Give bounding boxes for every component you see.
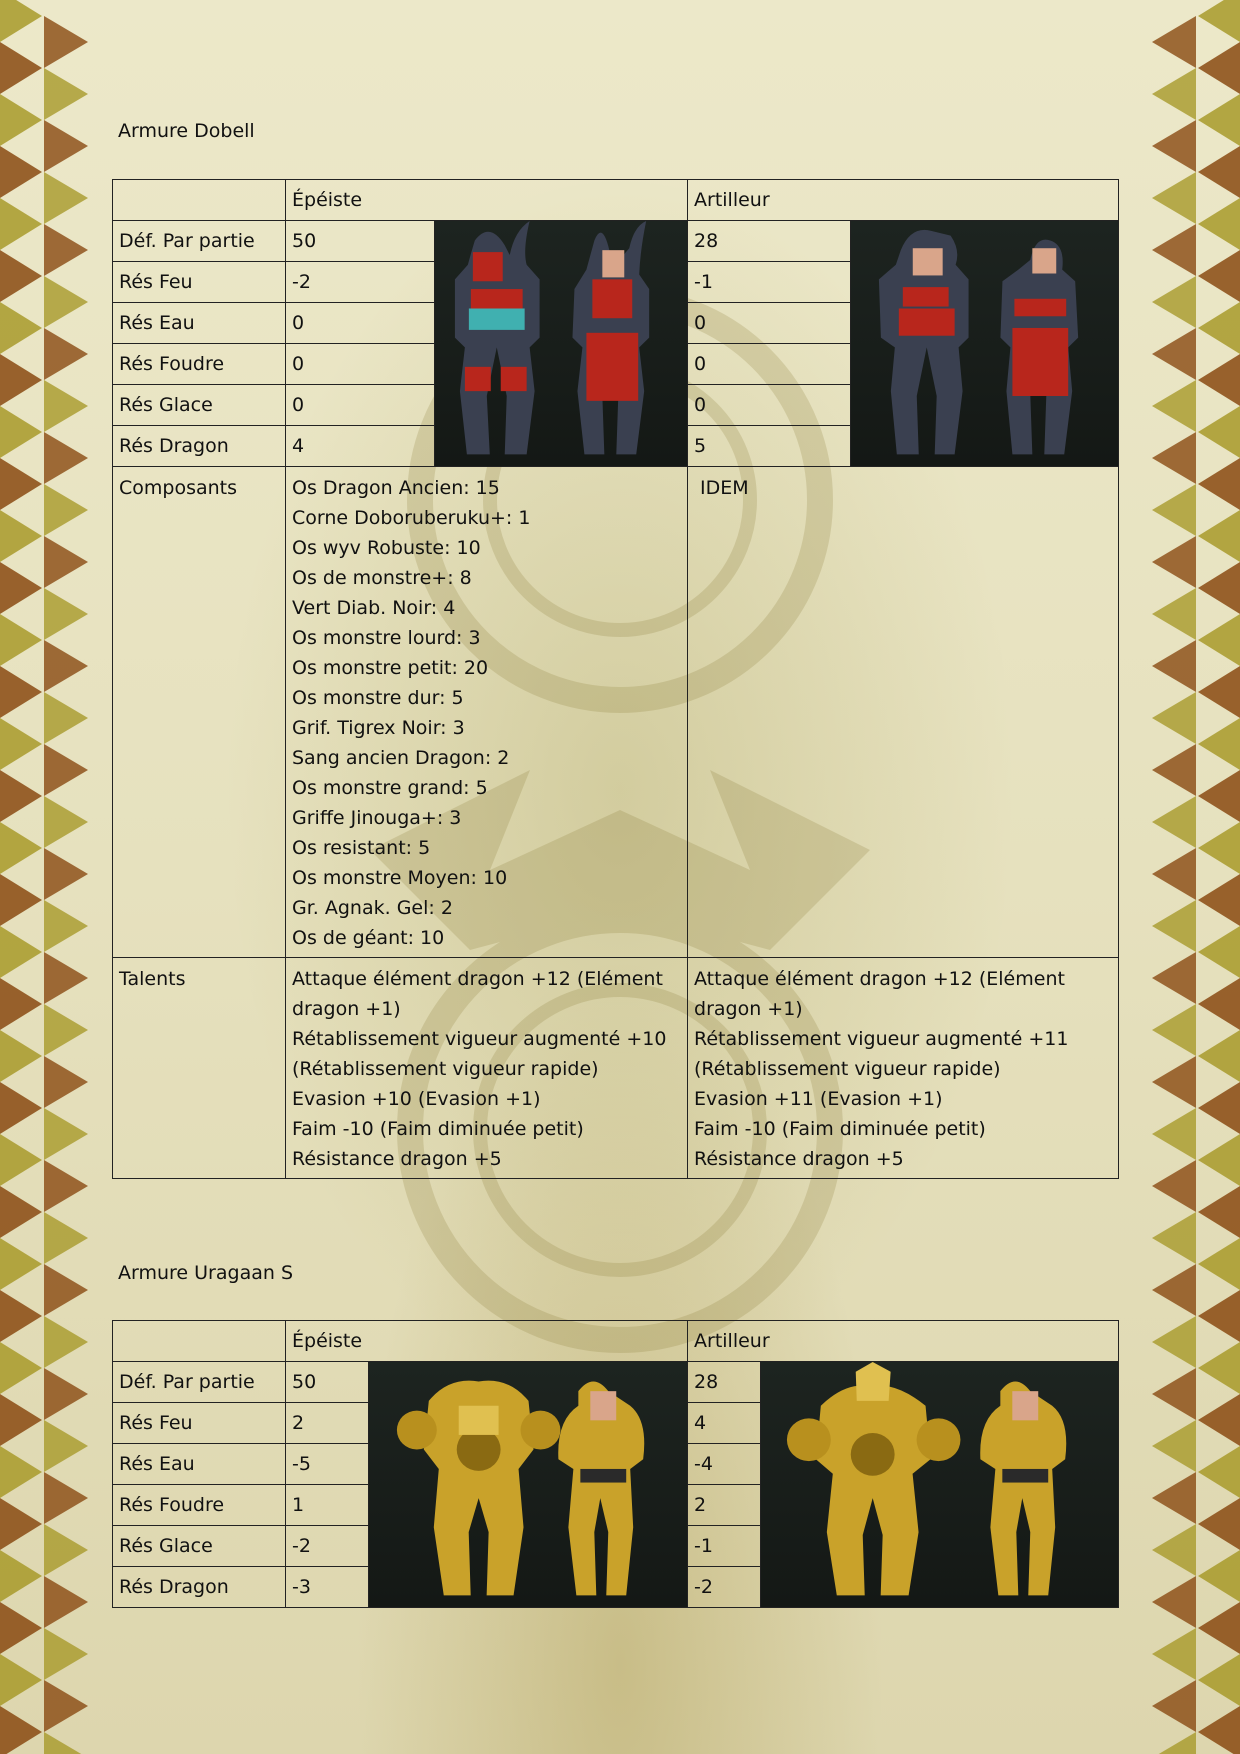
border-triangle [1198, 1082, 1240, 1134]
border-triangle [1198, 302, 1240, 354]
border-triangle [44, 432, 88, 484]
stat-artilleur-value: 0 [688, 385, 851, 426]
border-triangle [0, 1186, 42, 1238]
section-title-dobell: Armure Dobell [118, 120, 255, 142]
table-row [113, 221, 1119, 262]
stat-epeiste-value: -2 [286, 1526, 369, 1567]
border-triangle [1152, 1160, 1196, 1212]
list-item: Résistance dragon +5 [292, 1148, 502, 1170]
stat-artilleur-value: 4 [688, 1403, 761, 1444]
stat-epeiste-value: -5 [286, 1444, 369, 1485]
border-triangle [0, 874, 42, 926]
stat-epeiste-value: 4 [286, 426, 435, 467]
border-triangle [1198, 1550, 1240, 1602]
stat-label: Rés Dragon [113, 1567, 286, 1608]
list-item: Faim -10 (Faim diminuée petit) [292, 1118, 584, 1140]
stat-artilleur-value: 2 [688, 1485, 761, 1526]
border-triangle [1152, 276, 1196, 328]
border-triangle [0, 978, 42, 1030]
border-triangle [0, 562, 42, 614]
armor-figure-back [1000, 240, 1078, 455]
border-triangle [1198, 926, 1240, 978]
border-triangle [1198, 666, 1240, 718]
stat-epeiste-value: -3 [286, 1567, 369, 1608]
border-triangle [1152, 1420, 1196, 1472]
border-triangle [44, 120, 88, 172]
stat-epeiste-value: 2 [286, 1403, 369, 1444]
uragaan-epeiste-image [369, 1362, 688, 1608]
border-triangle [1152, 744, 1196, 796]
armor-figure-front [787, 1362, 961, 1595]
border-triangle [1152, 848, 1196, 900]
border-triangle [1198, 1342, 1240, 1394]
stat-artilleur-value: -1 [688, 1526, 761, 1567]
list-item: Attaque élément dragon +12 (Elément dragon +1) [694, 968, 1065, 1020]
border-triangle [44, 1056, 88, 1108]
border-triangle [1198, 1290, 1240, 1342]
border-triangle [44, 1472, 88, 1524]
list-item: Vert Diab. Noir: 4 [292, 597, 456, 619]
components-artilleur: IDEM [688, 467, 1119, 958]
armor-figure-back [558, 1381, 644, 1595]
list-item: Corne Doboruberuku+: 1 [292, 507, 531, 529]
border-triangle [1152, 1576, 1196, 1628]
border-triangle [1152, 1680, 1196, 1732]
border-triangle [0, 1238, 42, 1290]
border-triangle [1198, 1654, 1240, 1706]
components-epeiste-list [286, 467, 688, 958]
border-triangle [1152, 1628, 1196, 1680]
border-triangle [44, 380, 88, 432]
border-triangle [44, 900, 88, 952]
border-triangle [0, 1394, 42, 1446]
border-triangle [44, 1108, 88, 1160]
border-triangle [44, 1316, 88, 1368]
dobell-epeiste-image [435, 221, 688, 467]
list-item: Os de monstre+: 8 [292, 567, 472, 589]
stat-label: Déf. Par partie [113, 221, 286, 262]
stat-epeiste-value: 0 [286, 344, 435, 385]
border-triangle [1198, 354, 1240, 406]
stat-label: Rés Feu [113, 262, 286, 303]
stat-epeiste-value: 1 [286, 1485, 369, 1526]
border-triangle [44, 172, 88, 224]
stat-label: Rés Dragon [113, 426, 286, 467]
border-triangle [0, 1706, 42, 1754]
border-triangle [1152, 484, 1196, 536]
stat-artilleur-value: -2 [688, 1567, 761, 1608]
talents-label: Talents [113, 958, 286, 1179]
talents-row [113, 958, 1119, 1179]
list-item: Evasion +11 (Evasion +1) [694, 1088, 943, 1110]
border-triangle [1152, 1212, 1196, 1264]
border-triangle [1198, 614, 1240, 666]
border-triangle [1152, 1732, 1196, 1754]
list-item: Os Dragon Ancien: 15 [292, 477, 500, 499]
border-triangle [0, 1030, 42, 1082]
armor-figure-front [397, 1381, 560, 1596]
list-item: Rétablissement vigueur augmenté +11 (Rétablissement vigueur rapide) [694, 1028, 1069, 1080]
border-triangle [0, 250, 42, 302]
border-triangle [0, 1342, 42, 1394]
border-triangle [0, 94, 42, 146]
stat-label: Rés Glace [113, 1526, 286, 1567]
table-header-row [113, 180, 1119, 221]
border-triangle [1198, 1498, 1240, 1550]
header-empty-cell [113, 180, 286, 221]
border-triangle [1152, 952, 1196, 1004]
header-artilleur: Artilleur [688, 1321, 1119, 1362]
border-triangle [1198, 1706, 1240, 1754]
border-triangle [44, 484, 88, 536]
border-triangle [44, 1264, 88, 1316]
armor-figure-front [455, 221, 540, 454]
border-triangle [0, 458, 42, 510]
list-item: Faim -10 (Faim diminuée petit) [694, 1118, 986, 1140]
border-triangle [0, 1654, 42, 1706]
list-item: Os monstre petit: 20 [292, 657, 489, 679]
border-triangle [44, 1576, 88, 1628]
border-triangle [1152, 900, 1196, 952]
border-triangle [44, 16, 88, 68]
border-triangle [0, 1134, 42, 1186]
border-triangle [1198, 1446, 1240, 1498]
border-triangle [1152, 432, 1196, 484]
list-item: Os monstre dur: 5 [292, 687, 464, 709]
border-triangle [44, 68, 88, 120]
stat-epeiste-value: 0 [286, 385, 435, 426]
border-triangle [1198, 562, 1240, 614]
border-triangle [0, 0, 42, 42]
list-item: Os monstre Moyen: 10 [292, 867, 508, 889]
border-triangle [1198, 1186, 1240, 1238]
border-triangle [1152, 1004, 1196, 1056]
dobell-artilleur-image [851, 221, 1119, 467]
list-item: Os wyv Robuste: 10 [292, 537, 481, 559]
border-triangle [44, 692, 88, 744]
border-triangle [1152, 588, 1196, 640]
border-triangle [1152, 536, 1196, 588]
border-triangle [1198, 978, 1240, 1030]
stat-epeiste-value: 0 [286, 303, 435, 344]
border-triangle [1198, 822, 1240, 874]
uragaan-armor-table [112, 1320, 1119, 1608]
border-triangle [0, 666, 42, 718]
border-triangle [44, 796, 88, 848]
stat-label: Rés Feu [113, 1403, 286, 1444]
border-triangle [1152, 1108, 1196, 1160]
border-triangle [0, 1290, 42, 1342]
border-triangle [1152, 120, 1196, 172]
border-triangle [1152, 1316, 1196, 1368]
list-item: Evasion +10 (Evasion +1) [292, 1088, 541, 1110]
border-triangle [0, 1602, 42, 1654]
components-label: Composants [113, 467, 286, 958]
border-triangle [44, 640, 88, 692]
list-item: Rétablissement vigueur augmenté +10 (Rétablissement vigueur rapide) [292, 1028, 667, 1080]
header-epeiste: Épéiste [286, 1321, 688, 1362]
stat-epeiste-value: -2 [286, 262, 435, 303]
border-triangle [44, 588, 88, 640]
border-triangle [44, 1212, 88, 1264]
border-triangle [1198, 874, 1240, 926]
border-triangle [0, 510, 42, 562]
talents-epeiste-list [286, 958, 688, 1179]
border-triangle [0, 406, 42, 458]
border-triangle [1152, 16, 1196, 68]
border-triangle [1152, 224, 1196, 276]
table-row [113, 1362, 1119, 1403]
border-triangle [0, 1446, 42, 1498]
list-item: Os monstre lourd: 3 [292, 627, 481, 649]
border-triangle [44, 952, 88, 1004]
stat-epeiste-value: 50 [286, 221, 435, 262]
list-item: Gr. Agnak. Gel: 2 [292, 897, 453, 919]
border-triangle [1152, 1524, 1196, 1576]
stat-label: Rés Foudre [113, 344, 286, 385]
border-triangle [0, 1550, 42, 1602]
border-triangle [1152, 172, 1196, 224]
uragaan-artilleur-image [761, 1362, 1119, 1608]
border-triangle [1198, 770, 1240, 822]
border-triangle [44, 328, 88, 380]
talents-artilleur-list [688, 958, 1119, 1179]
border-triangle [0, 1082, 42, 1134]
border-triangle [44, 1628, 88, 1680]
border-triangle [1198, 42, 1240, 94]
list-item: Os monstre grand: 5 [292, 777, 488, 799]
border-triangle [44, 1524, 88, 1576]
border-triangle [0, 146, 42, 198]
border-triangle [0, 1498, 42, 1550]
header-empty-cell [113, 1321, 286, 1362]
stat-artilleur-value: 0 [688, 303, 851, 344]
stat-artilleur-value: 28 [688, 1362, 761, 1403]
border-triangle [1198, 406, 1240, 458]
table-header-row [113, 1321, 1119, 1362]
armor-figure-back [980, 1381, 1066, 1595]
border-triangle [44, 276, 88, 328]
border-triangle [1198, 198, 1240, 250]
border-triangle [1152, 1056, 1196, 1108]
list-item: Attaque élément dragon +12 (Elément dragon +1) [292, 968, 663, 1020]
border-triangle [0, 354, 42, 406]
border-triangle [1152, 1368, 1196, 1420]
stat-label: Rés Glace [113, 385, 286, 426]
border-triangle [1152, 692, 1196, 744]
border-triangle [0, 822, 42, 874]
border-triangle [44, 1160, 88, 1212]
border-triangle [44, 224, 88, 276]
right-triangle-border [1130, 0, 1240, 1754]
border-triangle [1152, 796, 1196, 848]
left-triangle-border [0, 0, 110, 1754]
border-triangle [1198, 1602, 1240, 1654]
border-triangle [0, 926, 42, 978]
list-item: Grif. Tigrex Noir: 3 [292, 717, 465, 739]
border-triangle [0, 770, 42, 822]
stat-label: Déf. Par partie [113, 1362, 286, 1403]
border-triangle [0, 614, 42, 666]
dobell-armor-table [112, 179, 1119, 1179]
border-triangle [1198, 250, 1240, 302]
border-triangle [44, 1420, 88, 1472]
stat-label: Rés Eau [113, 1444, 286, 1485]
armor-figure-front [879, 230, 969, 454]
armor-figure-back [572, 221, 649, 454]
border-triangle [0, 718, 42, 770]
stat-label: Rés Foudre [113, 1485, 286, 1526]
stat-artilleur-value: 28 [688, 221, 851, 262]
border-triangle [1198, 718, 1240, 770]
border-triangle [1152, 1264, 1196, 1316]
list-item: Résistance dragon +5 [694, 1148, 904, 1170]
border-triangle [1152, 380, 1196, 432]
stat-artilleur-value: -1 [688, 262, 851, 303]
header-epeiste: Épéiste [286, 180, 688, 221]
list-item: Os de géant: 10 [292, 927, 445, 949]
header-artilleur: Artilleur [688, 180, 1119, 221]
border-triangle [0, 302, 42, 354]
border-triangle [0, 42, 42, 94]
list-item: Os resistant: 5 [292, 837, 431, 859]
stat-artilleur-value: 5 [688, 426, 851, 467]
border-triangle [44, 744, 88, 796]
stat-epeiste-value: 50 [286, 1362, 369, 1403]
border-triangle [1152, 640, 1196, 692]
stat-artilleur-value: 0 [688, 344, 851, 385]
border-triangle [1152, 328, 1196, 380]
border-triangle [44, 1368, 88, 1420]
border-triangle [1198, 458, 1240, 510]
components-row [113, 467, 1119, 958]
border-triangle [1198, 1134, 1240, 1186]
border-triangle [1198, 146, 1240, 198]
border-triangle [1152, 1472, 1196, 1524]
border-triangle [44, 1004, 88, 1056]
stat-label: Rés Eau [113, 303, 286, 344]
border-triangle [1198, 1238, 1240, 1290]
stat-artilleur-value: -4 [688, 1444, 761, 1485]
section-title-uragaan: Armure Uragaan S [118, 1262, 293, 1284]
border-triangle [44, 848, 88, 900]
border-triangle [1198, 94, 1240, 146]
list-item: Sang ancien Dragon: 2 [292, 747, 510, 769]
border-triangle [1198, 510, 1240, 562]
border-triangle [1198, 1030, 1240, 1082]
border-triangle [0, 198, 42, 250]
border-triangle [1198, 0, 1240, 42]
border-triangle [44, 1680, 88, 1732]
border-triangle [44, 536, 88, 588]
list-item: Griffe Jinouga+: 3 [292, 807, 462, 829]
border-triangle [44, 1732, 88, 1754]
border-triangle [1152, 68, 1196, 120]
border-triangle [1198, 1394, 1240, 1446]
